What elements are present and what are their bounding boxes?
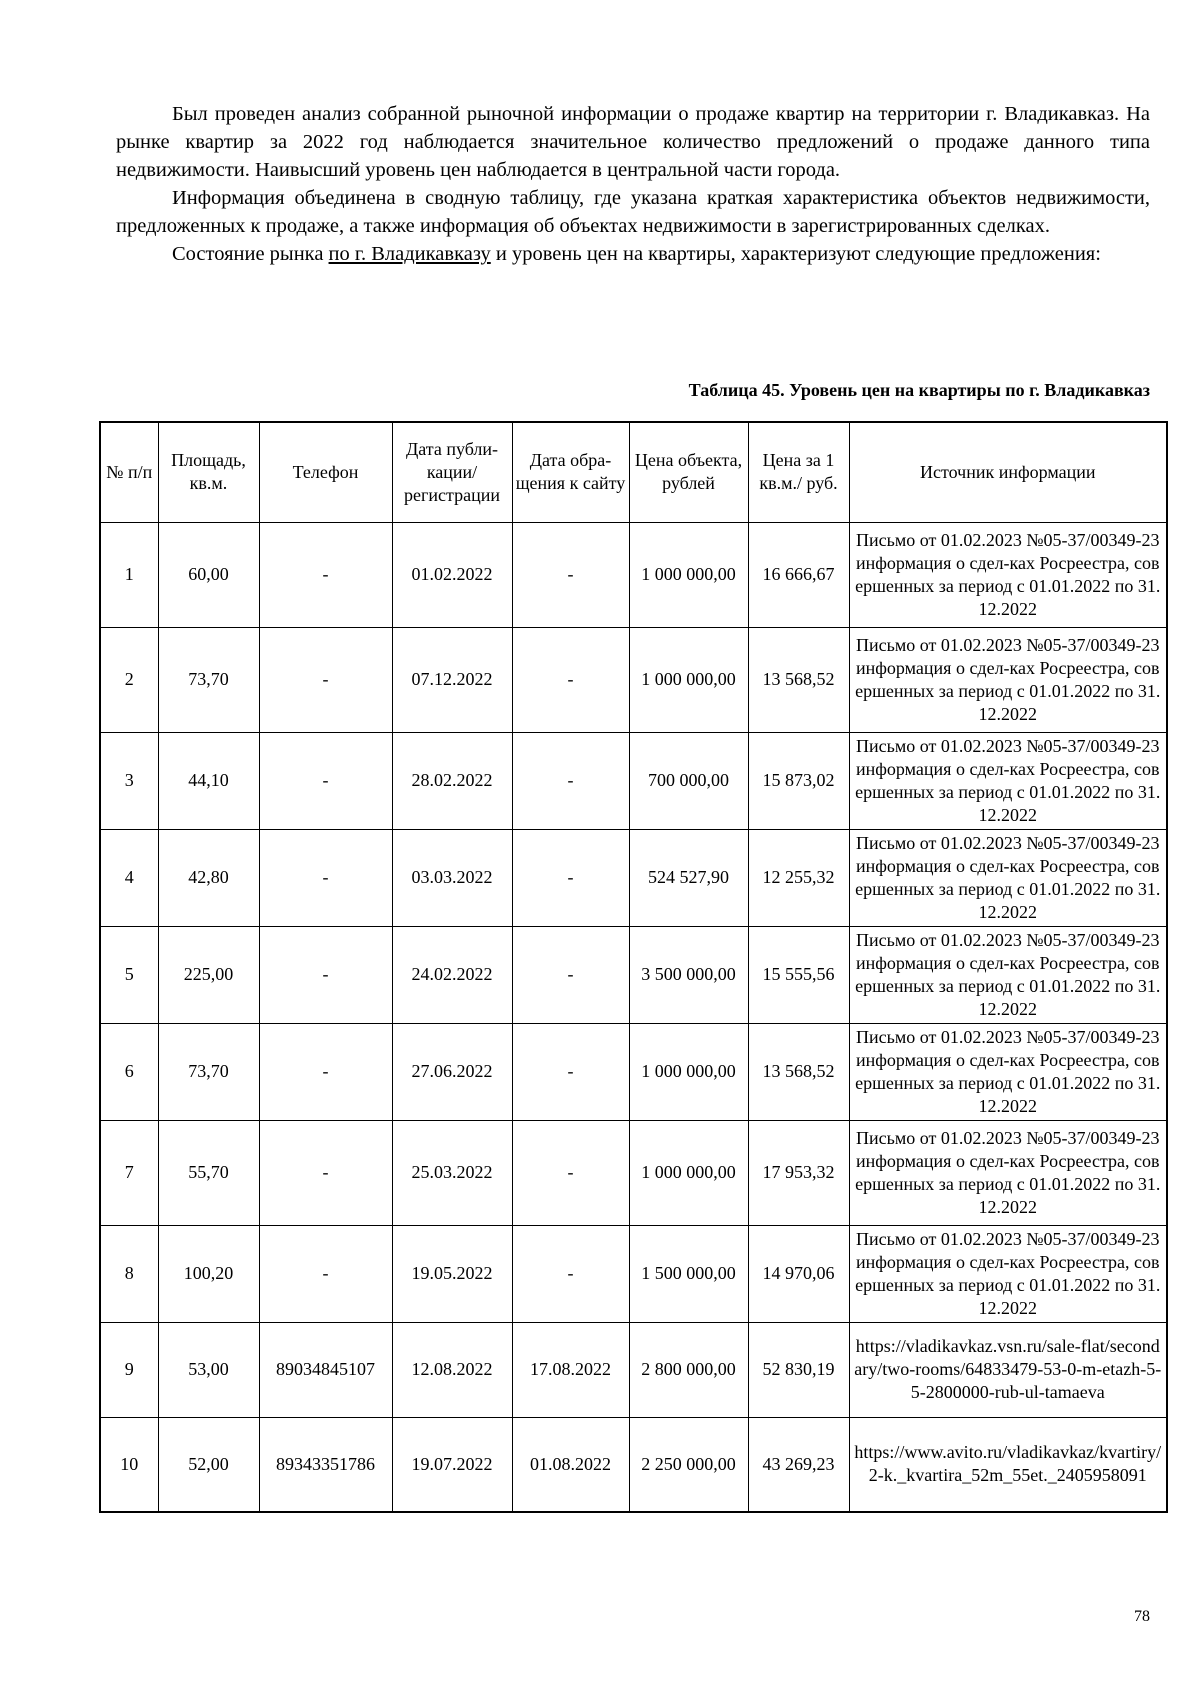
cell-source: https://vladikavkaz.vsn.ru/sale-flat/secondary/two-rooms/64833479-53-0-m-etazh-5-5-2800000-rub-ul-tamaeva: [849, 1322, 1167, 1417]
header-phone: Телефон: [259, 422, 392, 522]
cell-price-per-m2: 16 666,67: [748, 522, 849, 627]
cell-price-per-m2: 13 568,52: [748, 627, 849, 732]
cell-price-per-m2: 13 568,52: [748, 1023, 849, 1120]
cell-access-date: -: [512, 627, 629, 732]
cell-access-date: -: [512, 829, 629, 926]
cell-phone: -: [259, 627, 392, 732]
cell-price: 2 800 000,00: [629, 1322, 748, 1417]
table-row: [100, 1322, 1167, 1417]
cell-num: 9: [100, 1322, 158, 1417]
cell-access-date: -: [512, 522, 629, 627]
cell-access-date: -: [512, 1120, 629, 1225]
table-row: [100, 1417, 1167, 1512]
paragraph-market-state-start: Состояние рынка: [172, 243, 329, 265]
paragraph-table-info: Информация объединена в сводную таблицу, где указана краткая характеристика объектов недвижимости, предложенных к продаже, а также информация об объектах недвижимости в зарегистрированных сделках.: [116, 187, 1150, 237]
cell-num: 10: [100, 1417, 158, 1512]
cell-phone: -: [259, 732, 392, 829]
cell-source: Письмо от 01.02.2023 №05-37/00349-23 информация о сдел-ках Росреестра, совершенных за период с 01.01.2022 по 31.12.2022: [849, 522, 1167, 627]
cell-num: 8: [100, 1225, 158, 1322]
cell-source: Письмо от 01.02.2023 №05-37/00349-23 информация о сдел-ках Росреестра, совершенных за период с 01.01.2022 по 31.12.2022: [849, 1023, 1167, 1120]
cell-num: 5: [100, 926, 158, 1023]
cell-source: Письмо от 01.02.2023 №05-37/00349-23 информация о сдел-ках Росреестра, совершенных за период с 01.01.2022 по 31.12.2022: [849, 1120, 1167, 1225]
table-caption: Таблица 45. Уровень цен на квартиры по г. Владикавказ: [688, 380, 1150, 400]
cell-phone: -: [259, 926, 392, 1023]
cell-access-date: -: [512, 926, 629, 1023]
cell-pub-date: 07.12.2022: [392, 627, 512, 732]
price-table: [99, 421, 1168, 1513]
cell-num: 3: [100, 732, 158, 829]
header-price: Цена объекта, рублей: [629, 422, 748, 522]
cell-area: 100,20: [158, 1225, 259, 1322]
cell-phone: -: [259, 829, 392, 926]
cell-phone: 89343351786: [259, 1417, 392, 1512]
table-row: [100, 522, 1167, 627]
cell-price: 524 527,90: [629, 829, 748, 926]
cell-area: 42,80: [158, 829, 259, 926]
cell-num: 2: [100, 627, 158, 732]
table-row: [100, 732, 1167, 829]
table-header-row: [100, 422, 1167, 522]
cell-price-per-m2: 14 970,06: [748, 1225, 849, 1322]
cell-phone: -: [259, 1225, 392, 1322]
cell-phone: -: [259, 1120, 392, 1225]
header-area: Площадь, кв.м.: [158, 422, 259, 522]
cell-phone: -: [259, 522, 392, 627]
cell-pub-date: 25.03.2022: [392, 1120, 512, 1225]
cell-price: 1 000 000,00: [629, 1120, 748, 1225]
cell-phone: 89034845107: [259, 1322, 392, 1417]
cell-source: https://www.avito.ru/vladikavkaz/kvartiry/2-k._kvartira_52m_55et._2405958091: [849, 1417, 1167, 1512]
cell-price: 1 000 000,00: [629, 1023, 748, 1120]
table-body: [100, 522, 1167, 1512]
page-number: 78: [1134, 1608, 1150, 1625]
cell-source: Письмо от 01.02.2023 №05-37/00349-23 информация о сдел-ках Росреестра, совершенных за период с 01.01.2022 по 31.12.2022: [849, 732, 1167, 829]
paragraph-market-state-end: и уровень цен на квартиры, характеризуют следующие предложения:: [490, 243, 1101, 265]
cell-price-per-m2: 43 269,23: [748, 1417, 849, 1512]
paragraph-market-analysis: Был проведен анализ собранной рыночной информации о продаже квартир на территории г. Владикавказ. На рынке квартир за 2022 год наблюдается значительное количество предложений о продаже данного типа недвижимости. Наивысший уровень цен наблюдается в центральной части города.: [116, 103, 1150, 181]
paragraph-market-state: [116, 240, 1150, 268]
cell-price: 700 000,00: [629, 732, 748, 829]
cell-price-per-m2: 17 953,32: [748, 1120, 849, 1225]
header-pub-date: Дата публи-кации/ регистрации: [392, 422, 512, 522]
cell-price-per-m2: 52 830,19: [748, 1322, 849, 1417]
cell-area: 52,00: [158, 1417, 259, 1512]
cell-access-date: 01.08.2022: [512, 1417, 629, 1512]
cell-pub-date: 01.02.2022: [392, 522, 512, 627]
cell-area: 55,70: [158, 1120, 259, 1225]
cell-phone: -: [259, 1023, 392, 1120]
cell-price-per-m2: 15 873,02: [748, 732, 849, 829]
cell-pub-date: 27.06.2022: [392, 1023, 512, 1120]
cell-pub-date: 19.05.2022: [392, 1225, 512, 1322]
cell-price: 2 250 000,00: [629, 1417, 748, 1512]
header-num: № п/п: [100, 422, 158, 522]
cell-source: Письмо от 01.02.2023 №05-37/00349-23 информация о сдел-ках Росреестра, совершенных за период с 01.01.2022 по 31.12.2022: [849, 1225, 1167, 1322]
table-row: [100, 1120, 1167, 1225]
cell-source: Письмо от 01.02.2023 №05-37/00349-23 информация о сдел-ках Росреестра, совершенных за период с 01.01.2022 по 31.12.2022: [849, 829, 1167, 926]
cell-price-per-m2: 12 255,32: [748, 829, 849, 926]
cell-source: Письмо от 01.02.2023 №05-37/00349-23 информация о сдел-ках Росреестра, совершенных за период с 01.01.2022 по 31.12.2022: [849, 926, 1167, 1023]
header-source: Источник информации: [849, 422, 1167, 522]
cell-pub-date: 19.07.2022: [392, 1417, 512, 1512]
cell-access-date: -: [512, 1023, 629, 1120]
cell-access-date: 17.08.2022: [512, 1322, 629, 1417]
cell-area: 60,00: [158, 522, 259, 627]
cell-price: 1 000 000,00: [629, 522, 748, 627]
cell-area: 53,00: [158, 1322, 259, 1417]
cell-pub-date: 24.02.2022: [392, 926, 512, 1023]
cell-pub-date: 03.03.2022: [392, 829, 512, 926]
table-row: [100, 627, 1167, 732]
cell-price: 1 500 000,00: [629, 1225, 748, 1322]
cell-access-date: -: [512, 732, 629, 829]
intro-text: [116, 100, 1150, 268]
cell-area: 225,00: [158, 926, 259, 1023]
cell-pub-date: 12.08.2022: [392, 1322, 512, 1417]
header-price-per-m2: Цена за 1 кв.м./ руб.: [748, 422, 849, 522]
table-row: [100, 1225, 1167, 1322]
cell-area: 44,10: [158, 732, 259, 829]
cell-num: 4: [100, 829, 158, 926]
table-row: [100, 926, 1167, 1023]
cell-price-per-m2: 15 555,56: [748, 926, 849, 1023]
cell-num: 6: [100, 1023, 158, 1120]
cell-access-date: -: [512, 1225, 629, 1322]
table-row: [100, 829, 1167, 926]
table-row: [100, 1023, 1167, 1120]
header-access-date: Дата обра-щения к сайту: [512, 422, 629, 522]
cell-price: 1 000 000,00: [629, 627, 748, 732]
cell-num: 7: [100, 1120, 158, 1225]
underlined-city-text: по г. Владикавказу: [328, 243, 491, 265]
cell-area: 73,70: [158, 1023, 259, 1120]
cell-source: Письмо от 01.02.2023 №05-37/00349-23 информация о сдел-ках Росреестра, совершенных за период с 01.01.2022 по 31.12.2022: [849, 627, 1167, 732]
cell-pub-date: 28.02.2022: [392, 732, 512, 829]
cell-area: 73,70: [158, 627, 259, 732]
cell-price: 3 500 000,00: [629, 926, 748, 1023]
cell-num: 1: [100, 522, 158, 627]
